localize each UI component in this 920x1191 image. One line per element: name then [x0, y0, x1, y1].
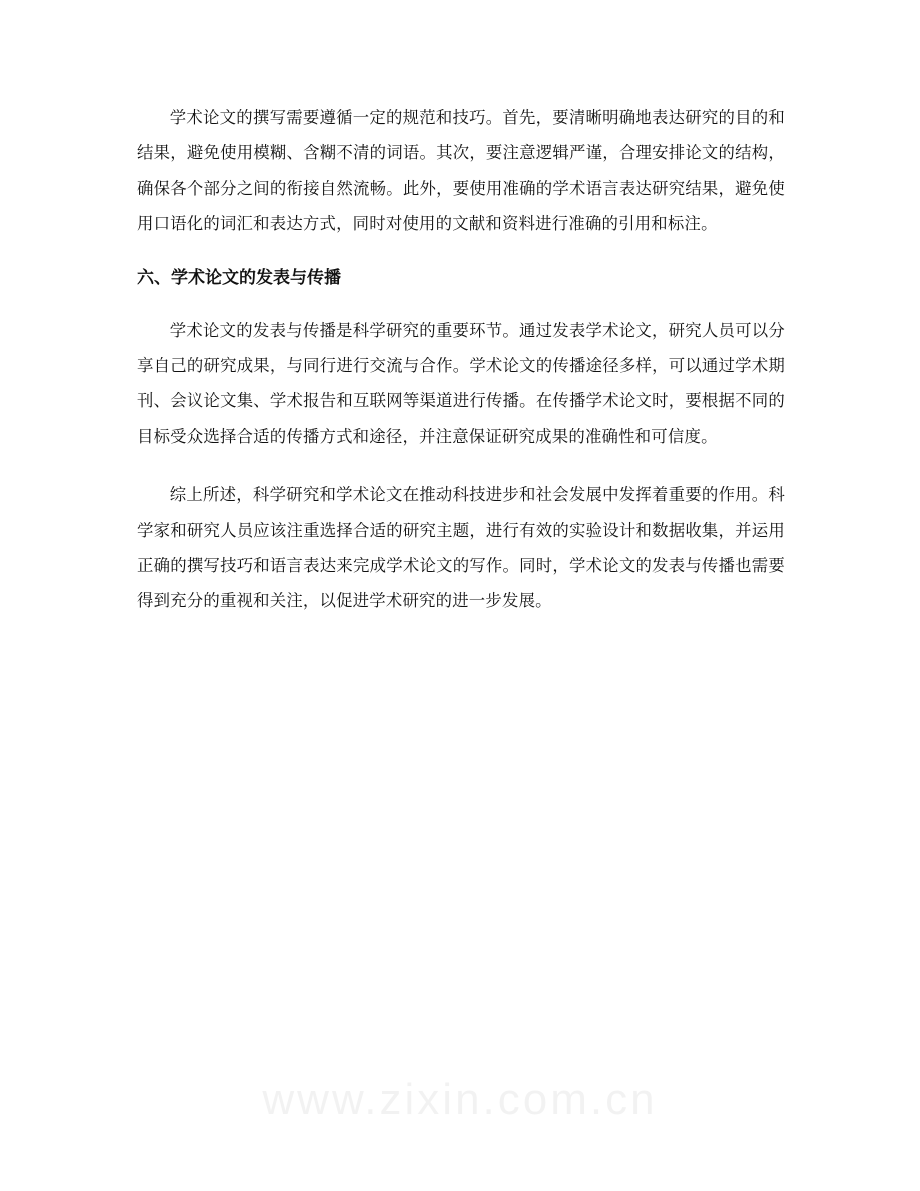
document-body: [137, 100, 785, 642]
paragraph-writing-norms: 学术论文的撰写需要遵循一定的规范和技巧。首先，要清晰明确地表达研究的目的和结果，避免使用模糊、含糊不清的词语。其次，要注意逻辑严谨，合理安排论文的结构，确保各个部分之间的衔接自然流畅。此外，要使用准确的学术语言表达研究结果，避免使用口语化的词汇和表达方式，同时对使用的文献和资料进行准确的引用和标注。: [137, 108, 785, 234]
watermark: www.zixin.com.cn: [262, 1075, 658, 1124]
paragraph-conclusion: 综上所述，科学研究和学术论文在推动科技进步和社会发展中发挥着重要的作用。科学家和研究人员应该注重选择合适的研究主题，进行有效的实验设计和数据收集，并运用正确的撰写技巧和语言表达来完成学术论文的写作。同时，学术论文的发表与传播也需要得到充分的重视和关注，以促进学术研究的进一步发展。: [137, 485, 785, 611]
section-heading-publication: 六、学术论文的发表与传播: [137, 267, 341, 288]
paragraph-publication: 学术论文的发表与传播是科学研究的重要环节。通过发表学术论文，研究人员可以分享自己的研究成果，与同行进行交流与合作。学术论文的传播途径多样，可以通过学术期刊、会议论文集、学术报告和互联网等渠道进行传播。在传播学术论文时，要根据不同的目标受众选择合适的传播方式和途径，并注意保证研究成果的准确性和可信度。: [137, 320, 785, 446]
